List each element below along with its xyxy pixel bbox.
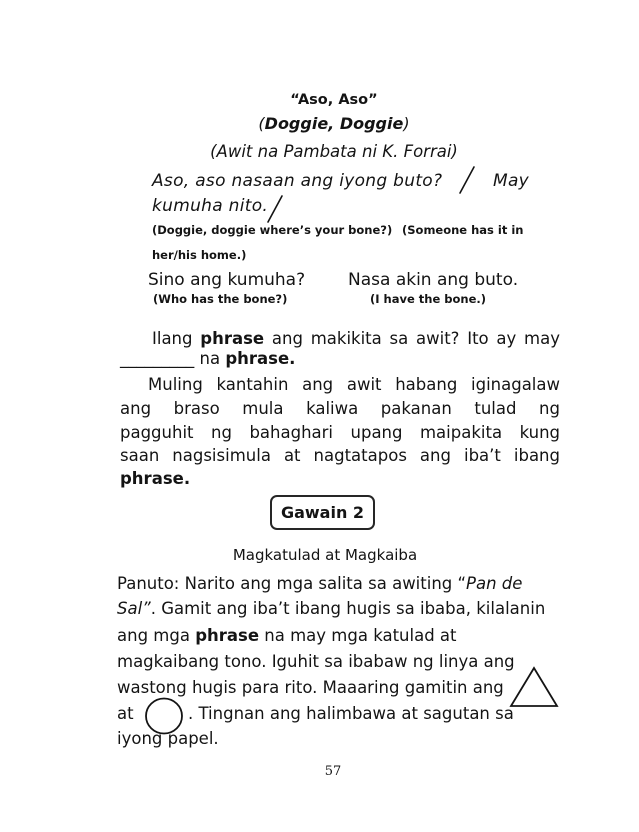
lyric-line-2: kumuha nito. [152, 196, 269, 216]
activity-title: Magkatulad at Magkaiba [232, 546, 418, 564]
lyric-line-1: Aso, aso nasaan ang iyong buto? [152, 171, 443, 191]
question-text: Ilang [152, 329, 193, 348]
question-line-1 [152, 329, 560, 349]
lyric-line-3-right: Nasa akin ang buto. [348, 270, 519, 290]
song-title: “Aso, Aso” [290, 92, 378, 108]
instruction-line-5: phrase. [120, 469, 191, 488]
translation-line-1-continuation: (Someone has it in [402, 223, 524, 237]
song-name-italic: Sal” [117, 599, 151, 618]
directions-line-2 [117, 599, 545, 619]
directions-text: . Gamit ang iba’t ibang hugis sa ibaba, kilalanin [150, 599, 546, 618]
song-name-italic: Pan de [466, 574, 523, 593]
page-number: 57 [324, 764, 342, 779]
question-term: phrase [200, 329, 265, 348]
directions-line-6-start: at [117, 704, 134, 723]
question-term: phrase. [225, 349, 296, 368]
directions-line-1 [117, 574, 522, 594]
translation-line-3-left: (Who has the bone?) [153, 292, 288, 306]
directions-text: Panuto: Narito ang mga salita sa awiting “ [117, 574, 467, 593]
song-subtitle [134, 114, 534, 134]
subtitle-english-title: Doggie, Doggie [264, 114, 404, 133]
activity-label-box [270, 495, 375, 530]
subtitle-close-paren: ) [403, 114, 410, 133]
subtitle-open-paren: ( [258, 114, 265, 133]
instruction-line-2: ang braso mula kaliwa pakanan tulad ng [120, 399, 560, 418]
directions-text: ang mga [117, 626, 190, 645]
question-text: na [199, 349, 221, 368]
directions-line-5: wastong hugis para rito. Maaaring gamitin ang [117, 678, 504, 697]
lyric-line-3-left: Sino ang kumuha? [148, 270, 306, 290]
translation-line-1: (Doggie, doggie where’s your bone?) [152, 223, 393, 237]
instruction-line-1: Muling kantahin ang awit habang iginagalaw [148, 375, 560, 394]
activity-label: Gawain 2 [280, 502, 365, 522]
phrase-break-slash-icon [264, 194, 286, 224]
answer-blank: _________ [120, 349, 195, 368]
song-credit: (Awit na Pambata ni K. Forrai) [210, 142, 458, 161]
lyric-line-1-continuation: May [493, 171, 530, 191]
instruction-line-3: pagguhit ng bahaghari upang maipakita kung [120, 423, 560, 442]
directions-line-6-end: . Tingnan ang halimbawa at sagutan sa [188, 704, 514, 723]
directions-line-4: magkaibang tono. Iguhit sa ibabaw ng linya ang [117, 652, 515, 671]
directions-line-3 [117, 626, 457, 646]
phrase-break-slash-icon [456, 165, 478, 195]
directions-text: na may mga katulad at [264, 626, 457, 645]
question-text: ang makikita sa awit? Ito ay may [271, 329, 561, 348]
directions-term: phrase [195, 626, 260, 645]
question-line-2 [120, 349, 295, 369]
translation-line-2: her/his home.) [152, 248, 247, 262]
triangle-icon [509, 666, 559, 708]
translation-line-3-right: (I have the bone.) [370, 292, 487, 306]
instruction-line-4: saan nagsisimula at nagtatapos ang iba’t ibang [120, 446, 560, 465]
directions-line-7: iyong papel. [117, 729, 219, 748]
